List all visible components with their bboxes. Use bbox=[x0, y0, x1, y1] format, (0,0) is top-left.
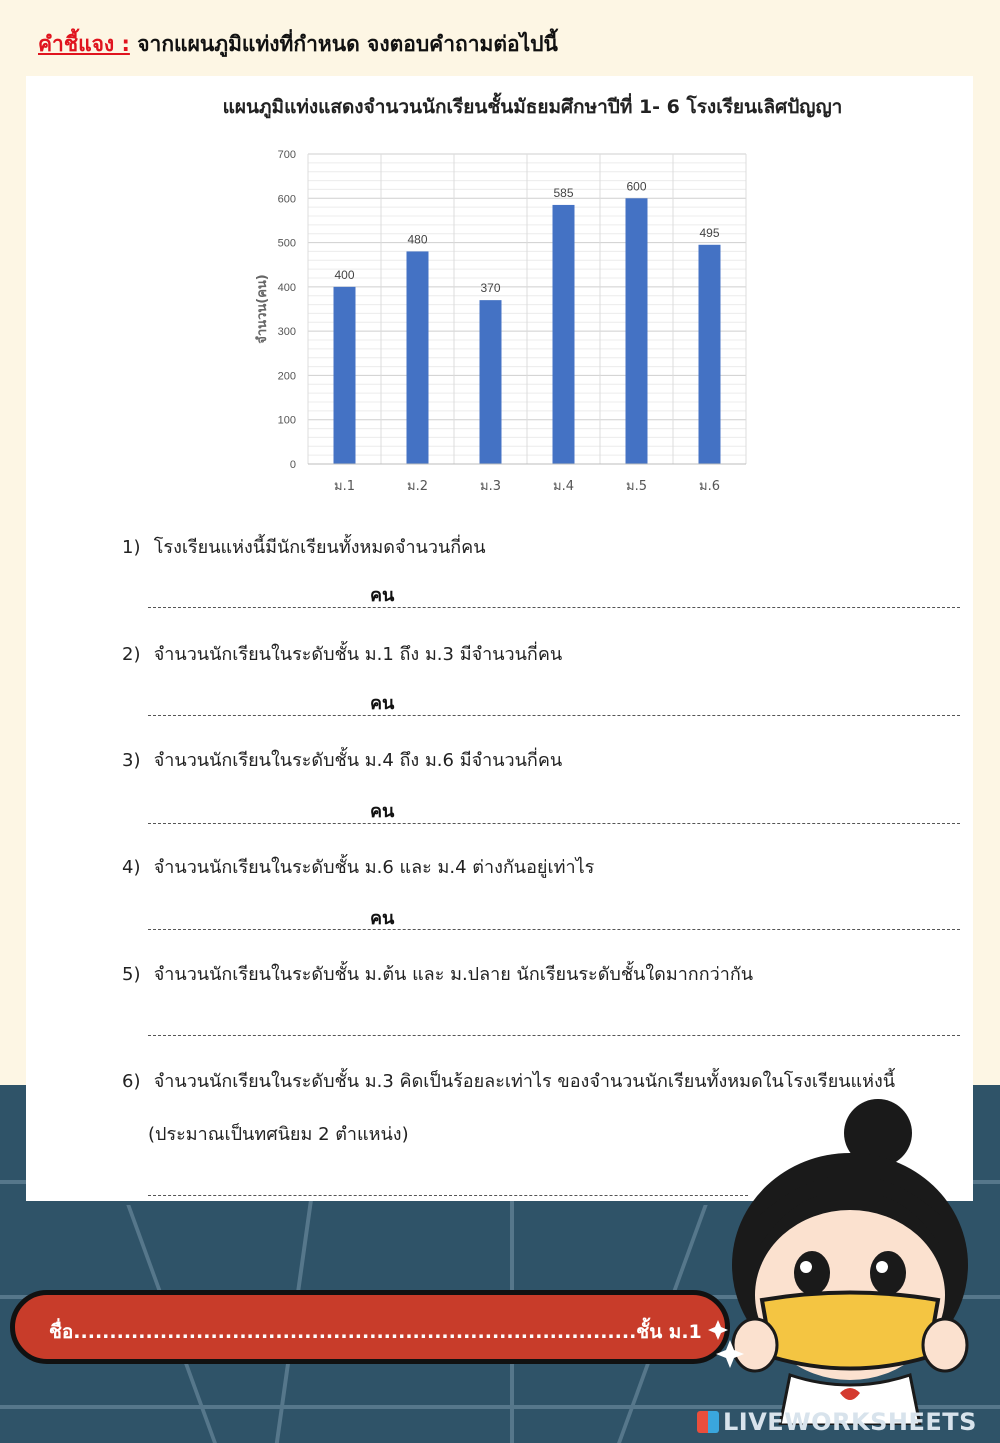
bar-ม.1 bbox=[334, 287, 356, 464]
question-3 bbox=[122, 745, 562, 774]
answer-line-3[interactable] bbox=[148, 822, 960, 824]
answer-unit: คน bbox=[370, 908, 395, 929]
answer-unit: คน bbox=[370, 693, 395, 714]
brand-logo-icon bbox=[697, 1411, 719, 1433]
chart-title: แผนภูมิแท่งแสดงจำนวนนักเรียนชั้นมัธยมศึกษาปีที่ 1- 6 โรงเรียนเลิศปัญญา bbox=[222, 96, 843, 118]
question-text: จำนวนนักเรียนในระดับชั้น ม.ต้น และ ม.ปลาย นักเรียนระดับชั้นใดมากกว่ากัน bbox=[153, 964, 754, 985]
y-tick-label: 0 bbox=[289, 459, 296, 471]
x-tick-label: ม.6 bbox=[699, 479, 720, 494]
x-tick-label: ม.2 bbox=[407, 479, 428, 494]
instruction-label: คำชี้แจง : bbox=[38, 32, 130, 56]
question-text: จำนวนนักเรียนในระดับชั้น ม.6 และ ม.4 ต่างกันอยู่เท่าไร bbox=[153, 857, 595, 878]
girl-mascot-illustration bbox=[700, 1095, 1000, 1425]
question-number: 1) bbox=[122, 537, 141, 558]
x-tick-label: ม.1 bbox=[334, 479, 355, 494]
question-text: จำนวนนักเรียนในระดับชั้น ม.3 คิดเป็นร้อยละเท่าไร ของจำนวนนักเรียนทั้งหมดในโรงเรียนแห่งนี้ bbox=[153, 1071, 896, 1092]
data-label: 400 bbox=[334, 267, 355, 282]
question-4 bbox=[122, 852, 594, 881]
x-tick-label: ม.3 bbox=[480, 479, 501, 494]
name-field: ชื่อ..............................................................................ชั้น ม.1 bbox=[49, 1321, 702, 1343]
question-number: 2) bbox=[122, 644, 141, 665]
instruction-text: จากแผนภูมิแท่งที่กำหนด จงตอบคำถามต่อไปนี้ bbox=[137, 32, 558, 56]
bar-chart bbox=[240, 140, 760, 500]
question-number: 3) bbox=[122, 750, 141, 771]
x-tick-label: ม.4 bbox=[553, 479, 574, 494]
question-number: 6) bbox=[122, 1071, 141, 1092]
data-label: 495 bbox=[699, 225, 720, 240]
y-tick-label: 300 bbox=[277, 326, 296, 339]
question-text: จำนวนนักเรียนในระดับชั้น ม.4 ถึง ม.6 มีจำนวนกี่คน bbox=[153, 750, 563, 771]
bar-ม.2 bbox=[407, 251, 429, 464]
instruction-header bbox=[38, 28, 558, 61]
y-tick-label: 600 bbox=[277, 193, 296, 206]
question-1 bbox=[122, 532, 486, 561]
answer-unit: คน bbox=[370, 585, 395, 606]
y-tick-label: 200 bbox=[277, 370, 296, 383]
data-label: 600 bbox=[626, 179, 647, 194]
bar-ม.3 bbox=[480, 300, 502, 464]
data-label: 480 bbox=[407, 232, 428, 247]
brand-text: LIVEWORKSHEETS bbox=[723, 1408, 977, 1436]
bar-ม.5 bbox=[626, 198, 648, 464]
bar-ม.4 bbox=[553, 205, 575, 464]
y-tick-label: 100 bbox=[277, 414, 296, 427]
question-6-note: (ประมาณเป็นทศนิยม 2 ตำแหน่ง) bbox=[148, 1124, 409, 1145]
answer-line-2[interactable] bbox=[148, 714, 960, 716]
answer-unit: คน bbox=[370, 801, 395, 822]
question-6 bbox=[122, 1066, 895, 1095]
name-bar[interactable] bbox=[10, 1290, 730, 1364]
answer-line-5[interactable] bbox=[148, 1034, 960, 1036]
answer-line-6[interactable] bbox=[148, 1194, 748, 1196]
y-tick-label: 500 bbox=[277, 237, 296, 250]
question-text: จำนวนนักเรียนในระดับชั้น ม.1 ถึง ม.3 มีจำนวนกี่คน bbox=[153, 644, 563, 665]
question-number: 4) bbox=[122, 857, 141, 878]
bar-ม.6 bbox=[699, 245, 721, 464]
y-tick-label: 400 bbox=[277, 281, 296, 294]
x-tick-label: ม.5 bbox=[626, 479, 647, 494]
data-label: 585 bbox=[553, 185, 574, 200]
data-label: 370 bbox=[480, 281, 501, 296]
question-2 bbox=[122, 639, 562, 668]
question-5 bbox=[122, 959, 753, 988]
y-tick-label: 700 bbox=[277, 149, 296, 161]
answer-line-1[interactable] bbox=[148, 606, 960, 608]
question-text: โรงเรียนแห่งนี้มีนักเรียนทั้งหมดจำนวนกี่คน bbox=[153, 537, 486, 558]
liveworksheets-logo bbox=[697, 1408, 977, 1436]
answer-line-4[interactable] bbox=[148, 928, 960, 930]
question-number: 5) bbox=[122, 964, 141, 985]
y-axis-label: จำนวน(คน) bbox=[255, 274, 270, 344]
